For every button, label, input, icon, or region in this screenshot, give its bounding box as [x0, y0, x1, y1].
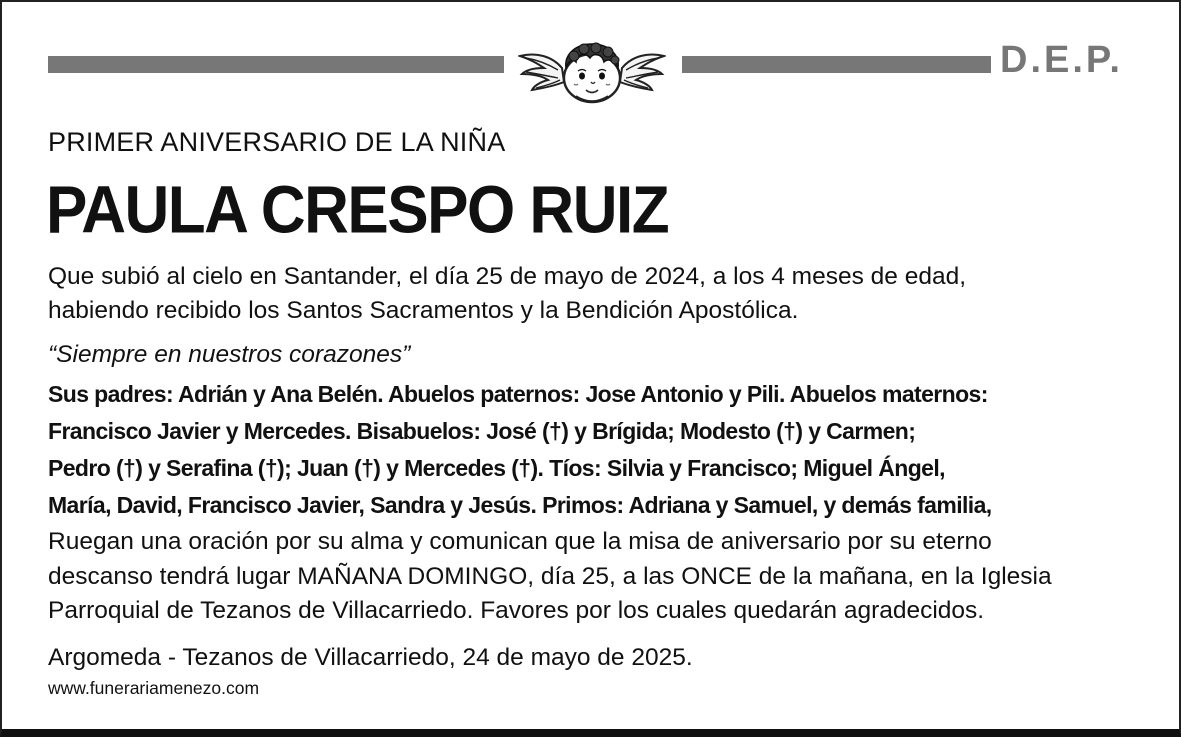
notice-subtitle: PRIMER ANIVERSARIO DE LA NIÑA [48, 127, 506, 157]
place-and-date: Argomeda - Tezanos de Villacarriedo, 24 de mayo de 2025. [48, 644, 693, 671]
deceased-name: PAULA CRESPO RUIZ [46, 173, 669, 248]
family-line: Sus padres: Adrián y Ana Belén. Abuelos paternos: Jose Antonio y Pili. Abuelos maternos: [48, 381, 988, 407]
closing-line: Parroquial de Tezanos de Villacarriedo. Favores por los cuales quedarán agradecidos. [48, 597, 985, 624]
family-paragraph [48, 376, 992, 524]
memorial-quote: “Siempre en nuestros corazones” [48, 341, 411, 368]
intro-paragraph [48, 260, 1158, 328]
dep-label: D.E.P. [1000, 39, 1123, 81]
intro-line: habiendo recibido los Santos Sacramentos y la Bendición Apostólica. [48, 297, 799, 324]
header-rule-left [48, 56, 504, 73]
closing-line: descanso tendrá lugar MAÑANA DOMINGO, día 25, a las ONCE de la mañana, en la Iglesia [48, 562, 1052, 590]
family-line: María, David, Francisco Javier, Sandra y Jesús. Primos: Adriana y Samuel, y demás familia, [48, 492, 992, 518]
family-line: Pedro (†) y Serafina (†); Juan (†) y Mercedes (†). Tíos: Silvia y Francisco; Miguel Ángel, [48, 455, 945, 481]
intro-line: Que subió al cielo en Santander, el día 25 de mayo de 2024, a los 4 meses de edad, [48, 263, 967, 290]
cherub-icon [518, 38, 666, 104]
website-link[interactable]: www.funerariamenezo.com [48, 678, 260, 698]
closing-line: Ruegan una oración por su alma y comunican que la misa de aniversario por su eterno [48, 528, 992, 555]
family-line: Francisco Javier y Mercedes. Bisabuelos: José (†) y Brígida; Modesto (†) y Carmen; [48, 418, 916, 444]
header-rule-right [682, 56, 991, 73]
mass-announcement [48, 525, 1052, 629]
